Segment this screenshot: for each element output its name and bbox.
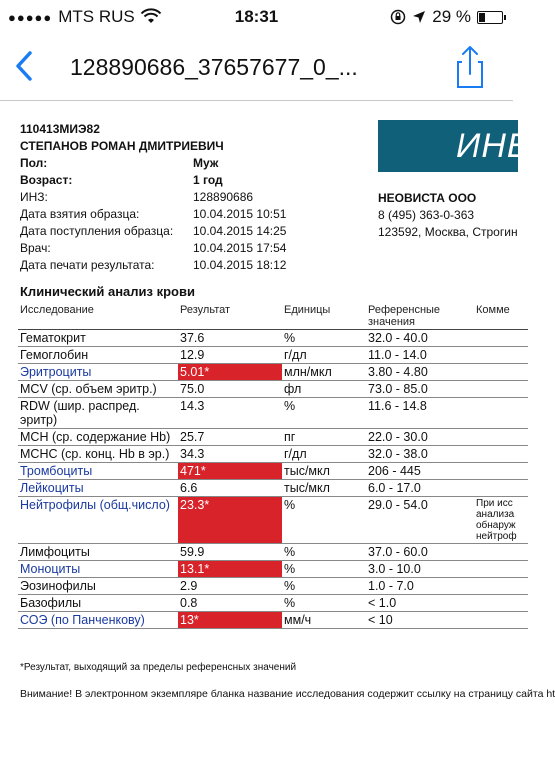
header-test: Исследование	[18, 300, 178, 330]
table-row	[18, 595, 528, 612]
result-value: 2.9	[178, 578, 282, 595]
reference-range: 3.0 - 10.0	[366, 561, 474, 578]
share-icon[interactable]	[450, 44, 490, 90]
reference-range: 3.80 - 4.80	[366, 364, 474, 381]
patient-field-value: 10.04.2015 14:25	[193, 224, 287, 238]
patient-field-value: 128890686	[193, 190, 254, 204]
comment	[474, 381, 528, 398]
comment	[474, 544, 528, 561]
unit: млн/мкл	[282, 364, 366, 381]
test-name: MCHC (ср. конц. Hb в эр.)	[18, 446, 178, 463]
test-name: MCH (ср. содержание Hb)	[18, 429, 178, 446]
reference-range: 73.0 - 85.0	[366, 381, 474, 398]
unit: %	[282, 578, 366, 595]
patient-field-value: 10.04.2015 10:51	[193, 207, 287, 221]
patient-field-label: Возраст:	[20, 173, 73, 187]
reference-range: 1.0 - 7.0	[366, 578, 474, 595]
result-value: 23.3*	[178, 497, 282, 544]
lab-name: НЕОВИСТА ООО	[378, 191, 477, 205]
battery-icon	[477, 11, 503, 24]
unit: %	[282, 561, 366, 578]
document-title: 128890686_37657677_0_...	[70, 54, 358, 80]
patient-field-value: 1 год	[193, 173, 223, 187]
reference-range: < 1.0	[366, 595, 474, 612]
test-name-link[interactable]: Тромбоциты	[18, 463, 178, 480]
test-name: Гематокрит	[18, 330, 178, 347]
unit: тыс/мкл	[282, 463, 366, 480]
header-comment: Комме	[474, 300, 528, 330]
comment	[474, 347, 528, 364]
battery-percent: 29 %	[432, 7, 471, 26]
comment	[474, 446, 528, 463]
table-row	[18, 429, 528, 446]
comment	[474, 612, 528, 629]
result-value: 12.9	[178, 347, 282, 364]
reference-range: 37.0 - 60.0	[366, 544, 474, 561]
table-row	[18, 480, 528, 497]
back-chevron-icon[interactable]	[10, 48, 40, 84]
footnote: *Результат, выходящий за пределы референсных значений	[20, 662, 297, 673]
table-row	[18, 578, 528, 595]
status-bar	[0, 0, 513, 34]
test-name: Базофилы	[18, 595, 178, 612]
reference-range: 29.0 - 54.0	[366, 497, 474, 544]
table-row	[18, 561, 528, 578]
unit: пг	[282, 429, 366, 446]
rotation-lock-icon	[390, 9, 406, 25]
reference-range: 32.0 - 40.0	[366, 330, 474, 347]
comment	[474, 398, 528, 429]
comment	[474, 480, 528, 497]
patient-field-label: Пол:	[20, 156, 48, 170]
comment	[474, 429, 528, 446]
test-name-link[interactable]: Лейкоциты	[18, 480, 178, 497]
test-name-link[interactable]: Эритроциты	[18, 364, 178, 381]
result-value: 0.8	[178, 595, 282, 612]
table-row	[18, 347, 528, 364]
test-name: Эозинофилы	[18, 578, 178, 595]
reference-range: 11.0 - 14.0	[366, 347, 474, 364]
comment: При исс анализа обнаруж нейтроф	[474, 497, 528, 544]
navigation-bar	[0, 34, 513, 101]
table-row	[18, 364, 528, 381]
unit: г/дл	[282, 446, 366, 463]
document-view[interactable]	[0, 100, 555, 770]
reference-range: 22.0 - 30.0	[366, 429, 474, 446]
comment	[474, 561, 528, 578]
unit: мм/ч	[282, 612, 366, 629]
table-row	[18, 381, 528, 398]
comment	[474, 578, 528, 595]
unit: %	[282, 595, 366, 612]
warning-text: Внимание! В электронном экземпляре бланка название исследования содержит ссылку на страницу сайта ht	[20, 688, 555, 700]
patient-field-label: Дата поступления образца:	[20, 224, 174, 238]
clock: 18:31	[234, 7, 279, 26]
patient-field-label: Дата печати результата:	[20, 258, 155, 272]
table-header-row	[18, 300, 528, 330]
section-title: Клинический анализ крови	[20, 284, 195, 299]
result-value: 34.3	[178, 446, 282, 463]
signal-strength-icon: ●●●●●	[8, 9, 53, 25]
patient-field-value: 10.04.2015 18:12	[193, 258, 287, 272]
lab-phone: 8 (495) 363-0-363	[378, 208, 475, 222]
table-row	[18, 612, 528, 629]
result-value: 59.9	[178, 544, 282, 561]
result-value: 13*	[178, 612, 282, 629]
unit: %	[282, 330, 366, 347]
header-result: Результат	[178, 300, 282, 330]
reference-range: < 10	[366, 612, 474, 629]
unit: г/дл	[282, 347, 366, 364]
unit: тыс/мкл	[282, 480, 366, 497]
patient-field-label: Дата взятия образца:	[20, 207, 140, 221]
reference-range: 6.0 - 17.0	[366, 480, 474, 497]
lab-logo: ИНЕ	[378, 120, 518, 172]
result-value: 5.01*	[178, 364, 282, 381]
result-value: 13.1*	[178, 561, 282, 578]
header-reference: Референсные значения	[366, 300, 474, 330]
unit: %	[282, 544, 366, 561]
test-name: RDW (шир. распред. эритр)	[18, 398, 178, 429]
patient-code: 110413МИЭ82	[20, 122, 100, 136]
table-row	[18, 330, 528, 347]
table-row	[18, 398, 528, 429]
test-name-link[interactable]: СОЭ (по Панченкову)	[18, 612, 178, 629]
patient-field-label: Врач:	[20, 241, 51, 255]
table-row	[18, 446, 528, 463]
result-value: 25.7	[178, 429, 282, 446]
location-arrow-icon	[412, 10, 426, 24]
reference-range: 11.6 - 14.8	[366, 398, 474, 429]
patient-field-value: 10.04.2015 17:54	[193, 241, 287, 255]
result-value: 75.0	[178, 381, 282, 398]
comment	[474, 463, 528, 480]
unit: %	[282, 497, 366, 544]
patient-name: СТЕПАНОВ РОМАН ДМИТРИЕВИЧ	[20, 139, 224, 153]
result-value: 471*	[178, 463, 282, 480]
reference-range: 206 - 445	[366, 463, 474, 480]
test-name-link[interactable]: Нейтрофилы (общ.число)	[18, 497, 178, 544]
table-row	[18, 497, 528, 544]
carrier-label: MTS RUS	[58, 7, 135, 26]
patient-field-value: Муж	[193, 156, 219, 170]
header-units: Единицы	[282, 300, 366, 330]
lab-address: 123592, Москва, Строгин	[378, 225, 518, 239]
comment	[474, 330, 528, 347]
reference-range: 32.0 - 38.0	[366, 446, 474, 463]
result-value: 6.6	[178, 480, 282, 497]
comment	[474, 595, 528, 612]
comment	[474, 364, 528, 381]
results-table	[18, 300, 528, 629]
test-name: Гемоглобин	[18, 347, 178, 364]
patient-field-label: ИНЗ:	[20, 190, 48, 204]
unit: %	[282, 398, 366, 429]
test-name: Лимфоциты	[18, 544, 178, 561]
test-name-link[interactable]: Моноциты	[18, 561, 178, 578]
test-name: MCV (ср. объем эритр.)	[18, 381, 178, 398]
result-value: 37.6	[178, 330, 282, 347]
table-row	[18, 463, 528, 480]
table-row	[18, 544, 528, 561]
result-value: 14.3	[178, 398, 282, 429]
unit: фл	[282, 381, 366, 398]
